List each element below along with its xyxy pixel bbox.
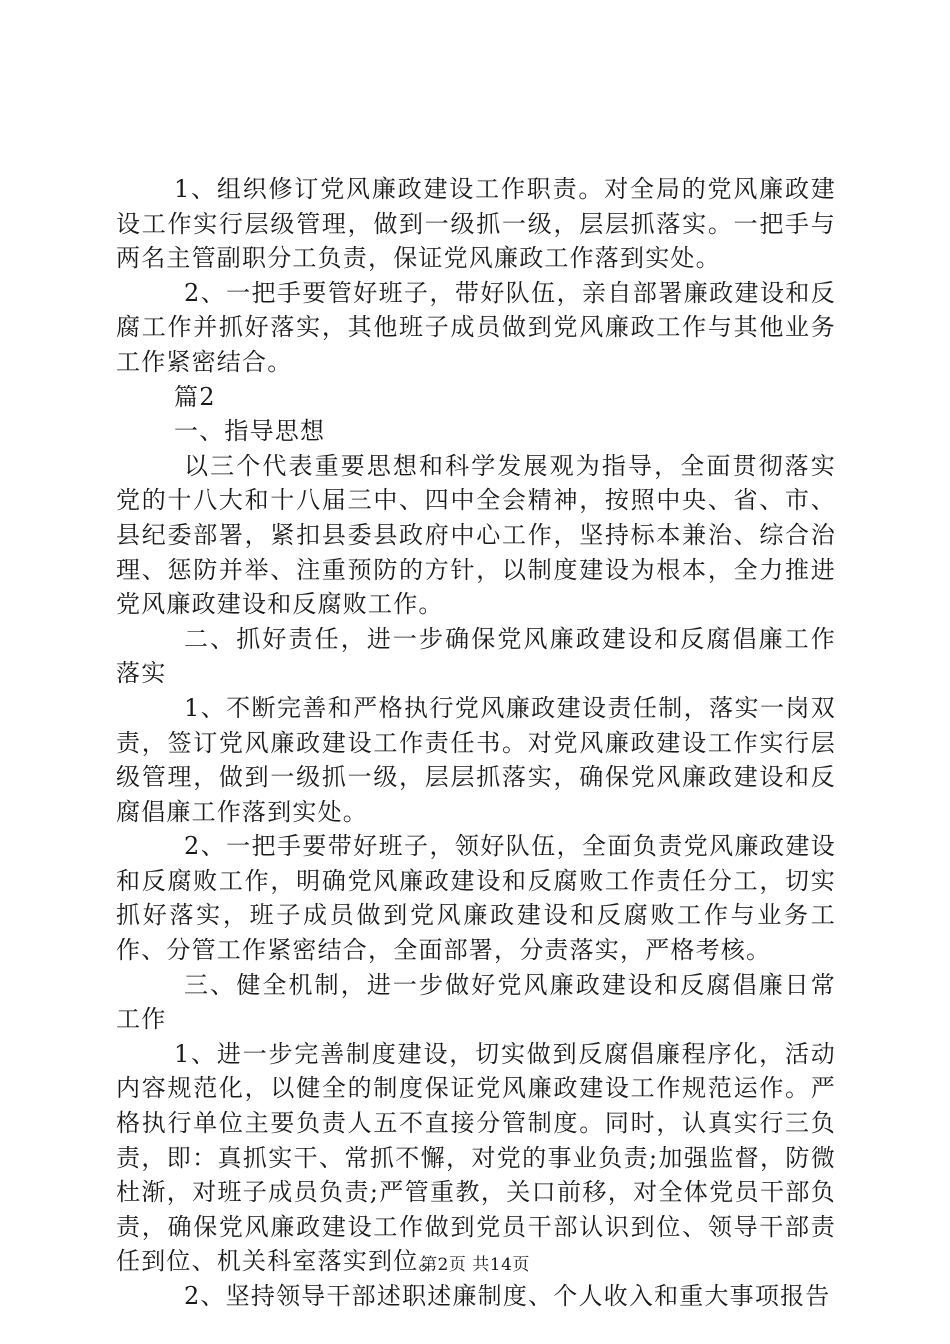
paragraph-guiding-ideology: 以三个代表重要思想和科学发展观为指导，全面贯彻落实党的十八大和十八届三中、四中全会精神，按照中央、省、市、县纪委部署，紧扣县委县政府中心工作，坚持标本兼治、综合治理、惩防并举、注重预防的方针，以制度建设为根本，全力推进党风廉政建设和反腐败工作。 [116, 451, 836, 619]
section-heading-mechanism: 三、健全机制，进一步做好党风廉政建设和反腐倡廉日常工作 [116, 970, 836, 1034]
section-heading-responsibility: 二、抓好责任，进一步确保党风廉政建设和反腐倡廉工作落实 [116, 624, 836, 688]
document-body [116, 172, 836, 1314]
paragraph-responsibility-1: 1、不断完善和严格执行党风廉政建设责任制，落实一岗双责，签订党风廉政建设工作责任书。对党风廉政建设工作实行层级管理，做到一级抓一级，层层抓落实，确保党风廉政建设和反腐倡廉工作落到实处。 [116, 693, 836, 826]
paragraph-2: 2、一把手要管好班子，带好队伍，亲自部署廉政建设和反腐工作并抓好落实，其他班子成员做到党风廉政工作与其他业务工作紧密结合。 [116, 278, 836, 376]
page-number-footer: 第2页 共14页 [420, 1255, 530, 1275]
paragraph-mechanism-2: 2、坚持领导干部述职述廉制度、个人收入和重大事项报告 [184, 1282, 831, 1310]
section-heading-part-2: 篇2 [174, 382, 216, 411]
paragraph-responsibility-2: 2、一把手要带好班子，领好队伍，全面负责党风廉政建设和反腐败工作，明确党风廉政建设和反腐败工作责任分工，切实抓好落实，班子成员做到党风廉政建设和反腐败工作与业务工作、分管工作紧密结合，全面部署，分责落实，严格考核。 [116, 832, 836, 965]
paragraph-mechanism-1: 1、进一步完善制度建设，切实做到反腐倡廉程序化，活动内容规范化，以健全的制度保证党风廉政建设工作规范运作。严格执行单位主要负责人五不直接分管制度。同时，认真实行三负责，即：真抓实干、常抓不懈，对党的事业负责;加强监督，防微杜渐，对班子成员负责;严管重教，关口前移，对全体党员干部负责，确保党风廉政建设工作做到党员干部认识到位、领导干部责任到位、机关科室落实到位。 [116, 1039, 836, 1276]
section-heading-guiding-ideology: 一、指导思想 [174, 417, 326, 446]
paragraph-1: 1、组织修订党风廉政建设工作职责。对全局的党风廉政建设工作实行层级管理，做到一级抓一级，层层抓落实。一把手与两名主管副职分工负责，保证党风廉政工作落到实处。 [116, 175, 836, 273]
